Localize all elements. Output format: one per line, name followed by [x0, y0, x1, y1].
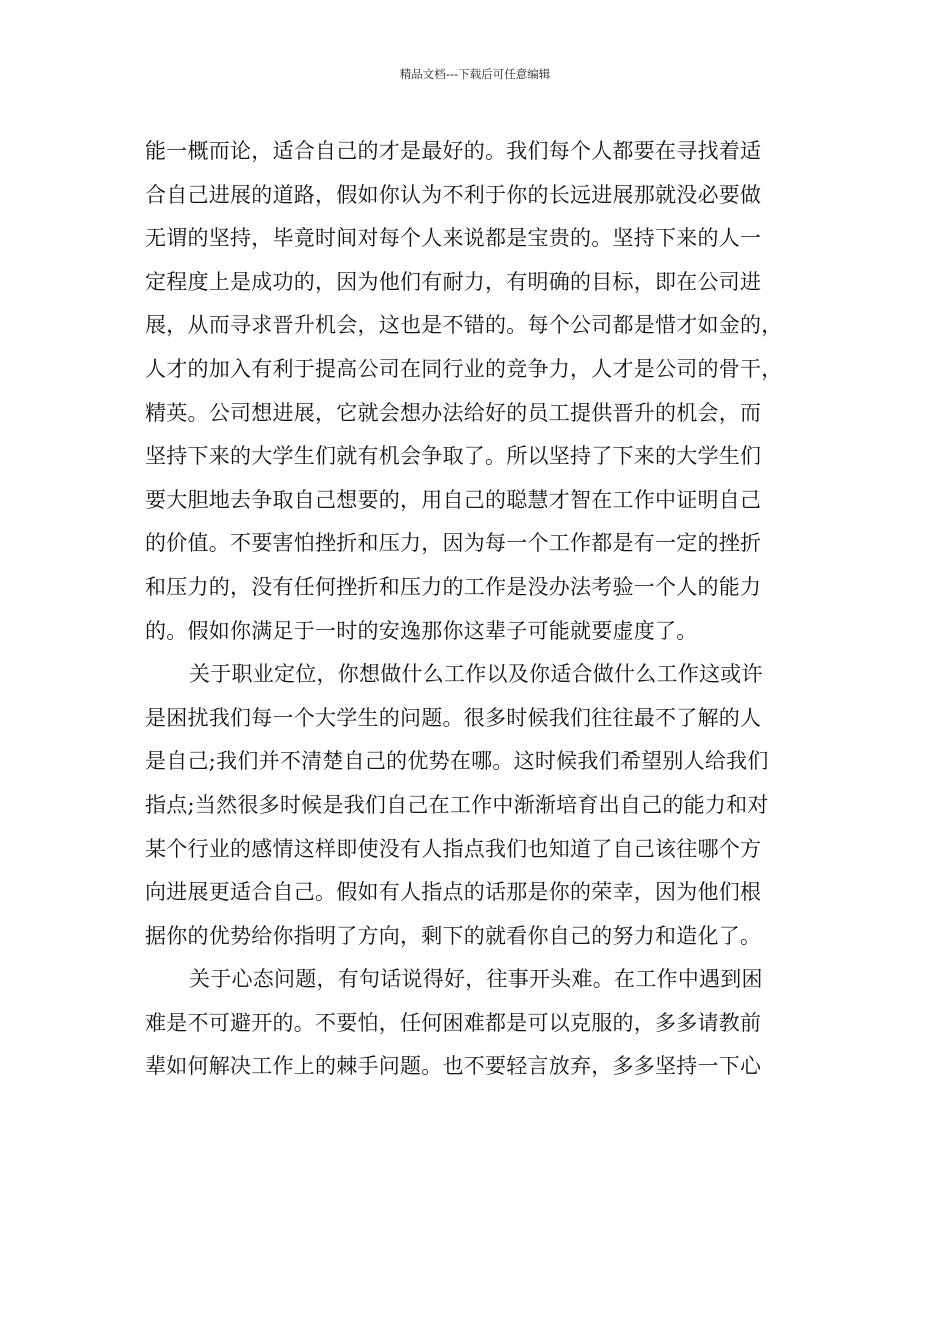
- text-line: 向进展更适合自己。假如有人指点的话那是你的荣幸，因为他们根: [145, 880, 762, 905]
- text-line: 定程度上是成功的，因为他们有耐力，有明确的目标，即在公司进: [145, 269, 762, 294]
- text-line: 的。假如你满足于一时的安逸那你这辈子可能就要虚度了。: [145, 618, 698, 643]
- text-line: 展，从而寻求晋升机会，这也是不错的。每个公司都是惜才如金的，: [145, 313, 783, 338]
- text-line: 是自己;我们并不清楚自己的优势在哪。这时候我们希望别人给我们: [145, 749, 769, 774]
- text-line: 合自己进展的道路，假如你认为不利于你的长远进展那就没必要做: [145, 182, 762, 207]
- text-line: 关于心态问题，有句话说得好，往事开头难。在工作中遇到困: [189, 967, 763, 992]
- text-line: 要大胆地去争取自己想要的，用自己的聪慧才智在工作中证明自己: [145, 487, 762, 512]
- text-line: 辈如何解决工作上的棘手问题。也不要轻言放弃，多多坚持一下心: [145, 1054, 762, 1079]
- page-header: 精品文档---下载后可任意编辑: [399, 67, 551, 81]
- text-line: 难是不可避开的。不要怕，任何困难都是可以克服的，多多请教前: [145, 1010, 762, 1035]
- text-line: 的价值。不要害怕挫折和压力，因为每一个工作都是有一定的挫折: [145, 531, 762, 556]
- text-line: 关于职业定位，你想做什么工作以及你适合做什么工作这或许: [189, 662, 763, 687]
- text-line: 据你的优势给你指明了方向，剩下的就看你自己的努力和造化了。: [145, 923, 762, 948]
- text-line: 某个行业的感情这样即使没有人指点我们也知道了自己该往哪个方: [145, 836, 762, 861]
- text-line: 指点;当然很多时候是我们自己在工作中渐渐培育出自己的能力和对: [145, 792, 769, 817]
- text-line: 无谓的坚持，毕竟时间对每个人来说都是宝贵的。坚持下来的人一: [145, 226, 762, 251]
- text-line: 精英。公司想进展，它就会想办法给好的员工提供晋升的机会，而: [145, 400, 762, 425]
- text-line: 能一概而论，适合自己的才是最好的。我们每个人都要在寻找着适: [145, 139, 762, 163]
- paragraph: [145, 958, 810, 1089]
- text-line: 人才的加入有利于提高公司在同行业的竞争力，人才是公司的骨干，: [145, 356, 783, 381]
- text-line: 是困扰我们每一个大学生的问题。很多时候我们往往最不了解的人: [145, 705, 762, 730]
- paragraph: [145, 653, 810, 958]
- text-line: 坚持下来的大学生们就有机会争取了。所以坚持了下来的大学生们: [145, 444, 762, 469]
- text-line: 和压力的，没有任何挫折和压力的工作是没办法考验一个人的能力: [145, 574, 762, 599]
- document-body: [145, 130, 810, 1089]
- paragraph: [145, 130, 810, 653]
